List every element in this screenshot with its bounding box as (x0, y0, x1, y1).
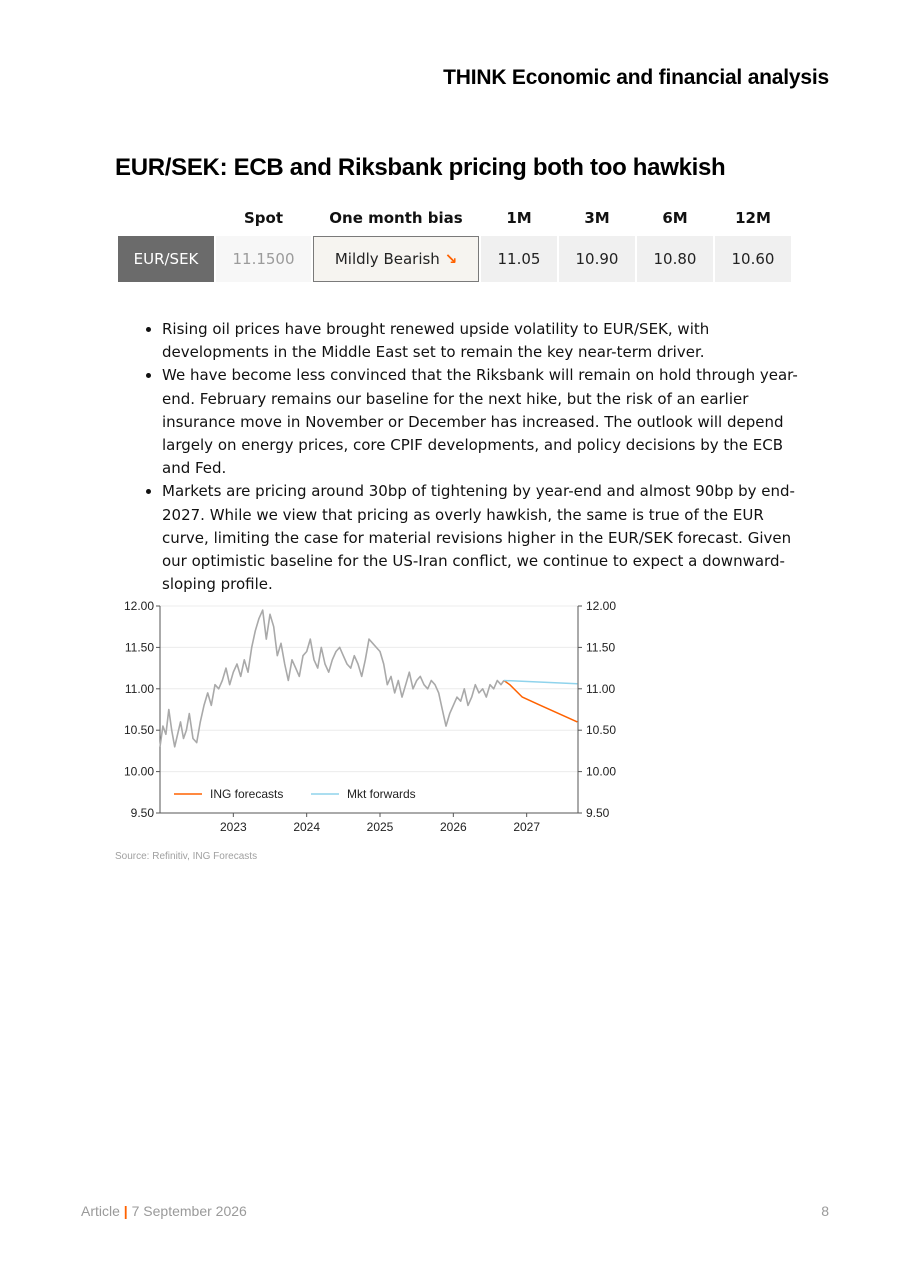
y-tick-label-left: 11.50 (124, 640, 154, 655)
series-line-0 (160, 610, 504, 747)
header-3m: 3M (584, 209, 610, 227)
x-tick-label: 2027 (513, 820, 541, 834)
chart-svg (115, 592, 635, 842)
x-tick-label: 2024 (293, 820, 321, 834)
header-spot: Spot (243, 209, 284, 227)
bullet-item: • Markets are pricing around 30bp of tightening by year-end and almost 90bp by end-2027. While we view that pricing as overly hawkish, the same is true of the EUR curve, limiting the case for material revisions higher in the EUR/SEK forecast. Given our optimistic baseline for the US-Iran conflict, we continue to expect a downward-sloping profile. (162, 480, 812, 596)
bias-label: Mildly Bearish (334, 250, 440, 268)
legend-label: ING forecasts (210, 787, 284, 801)
forecast-3m-cell: 10.90 (559, 236, 635, 282)
bullet-item: • We have become less convinced that the Riksbank will remain on hold through year-end. February remains our baseline for the next hike, but the risk of an earlier insurance move in November or December has increased. The outlook will depend largely on energy prices, core CPIF developments, and policy decisions by the ECB and Fed. (162, 364, 812, 480)
y-tick-label-right: 11.00 (586, 681, 616, 696)
footer-article (81, 1203, 247, 1219)
forecast-table-header-row (118, 200, 791, 236)
y-tick-label-left: 10.00 (123, 764, 154, 779)
section-title: EUR/SEK: ECB and Riksbank pricing both too hawkish (115, 154, 726, 181)
y-tick-label-left: 12.00 (123, 599, 154, 613)
forecast-1m-cell: 11.05 (481, 236, 557, 282)
series-line-1 (504, 681, 577, 722)
y-tick-label-right: 10.50 (586, 723, 617, 738)
forecast-table-row (118, 236, 791, 282)
y-tick-label-left: 11.00 (124, 681, 154, 696)
legend-label: Mkt forwards (347, 787, 416, 801)
header-bias: One month bias (329, 209, 463, 227)
footer-date: 7 September 2026 (131, 1203, 247, 1219)
bullet-item: • Rising oil prices have brought renewed upside volatility to EUR/SEK, with developments in the Middle East set to remain the key near-term driver. (162, 318, 812, 364)
x-tick-label: 2026 (439, 820, 467, 834)
currency-pair-cell: EUR/SEK (118, 236, 214, 282)
header-1m: 1M (506, 209, 532, 227)
bullet-list (144, 318, 812, 596)
y-tick-label-right: 9.50 (586, 806, 610, 820)
page-number: 8 (821, 1203, 829, 1219)
x-tick-label: 2023 (219, 820, 247, 834)
series-line-2 (504, 681, 577, 684)
forecast-12m-cell: 10.60 (715, 236, 791, 282)
y-tick-label-right: 11.50 (586, 640, 616, 655)
header-title: THINK Economic and financial analysis (443, 66, 829, 89)
eursek-chart (115, 592, 635, 842)
header-empty (118, 200, 214, 236)
y-tick-label-left: 9.50 (130, 806, 154, 820)
spot-cell: 11.1500 (216, 236, 311, 282)
source-note: Source: Refinitiv, ING Forecasts (115, 851, 258, 862)
x-tick-label: 2025 (366, 820, 394, 834)
forecast-6m-cell: 10.80 (637, 236, 713, 282)
y-tick-label-right: 10.00 (586, 764, 617, 779)
arrow-down-right-icon: ↘ (444, 250, 458, 268)
header-12m: 12M (735, 209, 771, 227)
y-tick-label-right: 12.00 (586, 599, 617, 613)
y-tick-label-left: 10.50 (123, 723, 154, 738)
header-6m: 6M (662, 209, 688, 227)
forecast-table (116, 200, 793, 282)
bias-cell (313, 236, 479, 282)
footer-article-label: Article (81, 1203, 120, 1219)
footer-separator: | (123, 1203, 128, 1219)
